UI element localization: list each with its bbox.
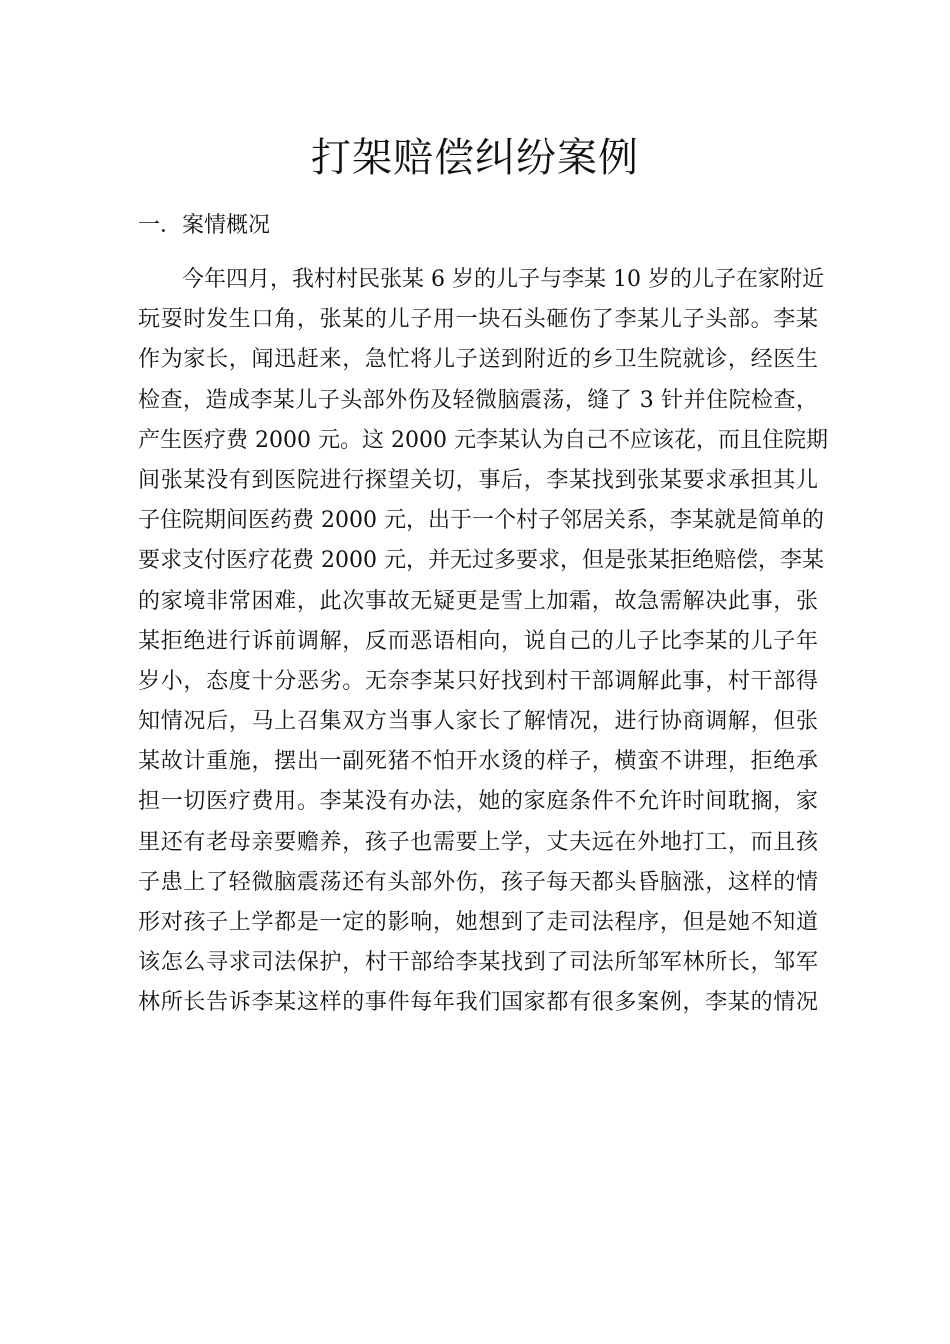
paragraph-line: 里还有老母亲要赡养，孩子也需要上学，丈夫远在外地打工，而且孩: [138, 829, 818, 855]
body-paragraph: [138, 260, 828, 1024]
paragraph-line: 某故计重施，摆出一副死猪不怕开水烫的样子，横蛮不讲理，拒绝承: [138, 749, 818, 775]
paragraph-line: 形对孩子上学都是一定的影响，她想到了走司法程序，但是她不知道: [138, 910, 818, 935]
paragraph-line: 该怎么寻求司法保护，村干部给李某找到了司法所邹军林所长，邹军: [138, 950, 818, 976]
paragraph-line: 产生医疗费 2000 元。这 2000 元李某认为自己不应该花，而且住院期: [138, 427, 828, 453]
paragraph-line: 作为家长，闻迅赶来，急忙将儿子送到附近的乡卫生院就诊，经医生: [138, 347, 818, 373]
paragraph-line: 检查，造成李某儿子头部外伤及轻微脑震荡，缝了 3 针并住院检查，: [138, 387, 818, 413]
paragraph-line: 担一切医疗费用。李某没有办法，她的家庭条件不允许时间耽搁，家: [138, 789, 818, 815]
document-title: 打架赔偿纠纷案例: [311, 135, 639, 181]
paragraph-line: 林所长告诉李某这样的事件每年我们国家都有很多案例，李某的情况: [138, 990, 818, 1016]
section-heading: 一．案情概况: [138, 213, 271, 238]
paragraph-line: 间张某没有到医院进行探望关切，事后，李某找到张某要求承担其儿: [138, 467, 818, 493]
paragraph-line: 要求支付医疗花费 2000 元，并无过多要求，但是张某拒绝赔偿，李某: [138, 548, 824, 574]
paragraph-line: 的家境非常困难，此次事故无疑更是雪上加霜，故急需解决此事，张: [138, 588, 818, 614]
paragraph-line: 子患上了轻微脑震荡还有头部外伤，孩子每天都头昏脑涨，这样的情: [138, 869, 818, 895]
paragraph-line: 玩耍时发生口角，张某的儿子用一块石头砸伤了李某儿子头部。李某: [138, 307, 818, 333]
paragraph-line: 子住院期间医药费 2000 元，出于一个村子邻居关系，李某就是简单的: [138, 508, 824, 534]
paragraph-line: 某拒绝进行诉前调解，反而恶语相向，说自己的儿子比李某的儿子年: [138, 628, 818, 654]
paragraph-line: 岁小，态度十分恶劣。无奈李某只好找到村干部调解此事，村干部得: [138, 668, 818, 694]
paragraph-line: 知情况后，马上召集双方当事人家长了解情况，进行协商调解，但张: [138, 709, 818, 735]
paragraph-line: 今年四月，我村村民张某 6 岁的儿子与李某 10 岁的儿子在家附近: [182, 267, 824, 292]
